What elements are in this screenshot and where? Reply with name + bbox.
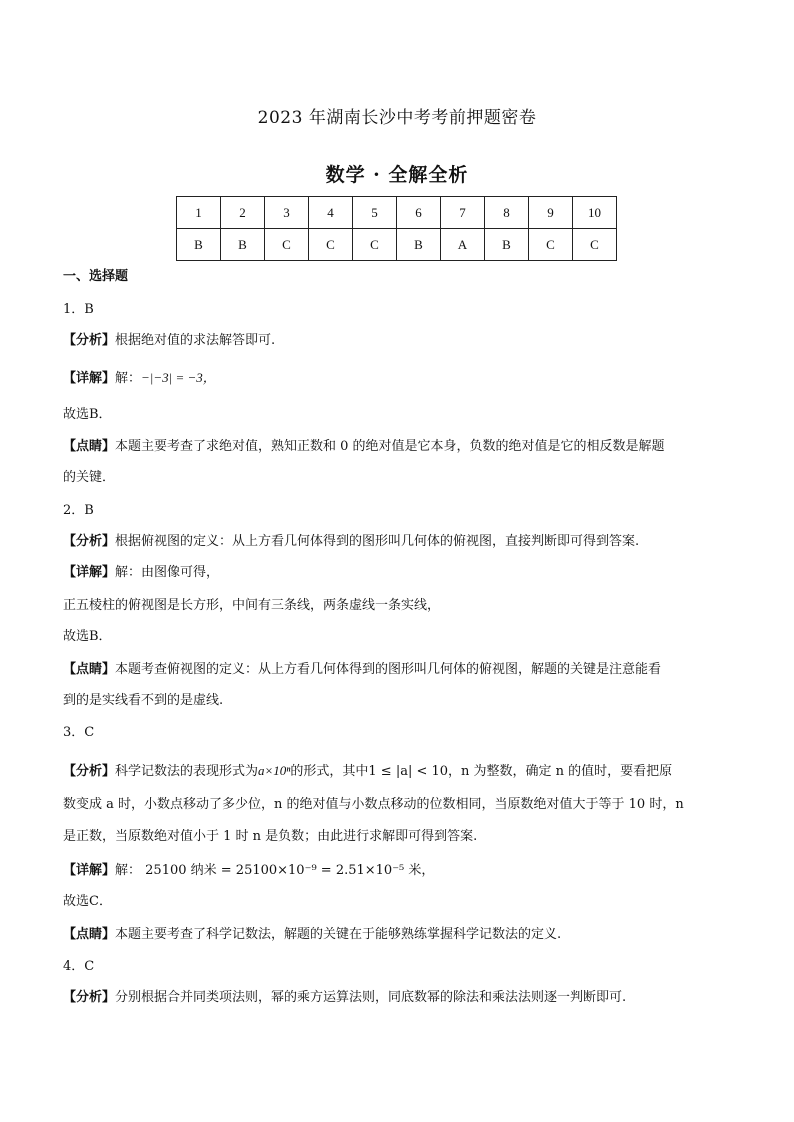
analysis-text: 分别根据合并同类项法则，幂的乘方运算法则，同底数幂的除法和乘法法则逐一判断即可. [115,990,627,1005]
question-number-cell: 6 [397,197,441,229]
analysis-tag: 【分析】 [63,534,116,549]
comment-text: 本题考查俯视图的定义：从上方看几何体得到的图形叫几何体的俯视图，解题的关键是注意能看 [115,662,662,677]
question-number-cell: 4 [309,197,353,229]
q3-analysis [63,756,731,787]
detail-tag: 【详解】 [63,371,116,386]
q4-analysis [63,983,731,1013]
comment-text: 本题主要考查了求绝对值，熟知正数和 0 的绝对值是它本身，负数的绝对值是它的相反数是解题 [115,439,665,454]
q2-conclusion: 故选B． [63,629,112,644]
analysis-text: 科学记数法的表现形式为 [115,764,259,779]
detail-tag: 【详解】 [63,565,116,580]
q2-comment [63,655,731,685]
comment-tag: 【点睛】 [63,662,116,677]
q3-detail [63,856,731,886]
answer-cell: C [265,229,309,261]
answer-cell: B [397,229,441,261]
q3-comment [63,920,731,950]
document-subtitle: 数学 · 全解全析 [325,164,469,186]
q2-detail [63,558,731,588]
q1-conclusion: 故选B． [63,407,112,422]
question-number-cell: 8 [485,197,529,229]
detail-formula: −|−3| = −3， [141,370,216,385]
analysis-tag: 【分析】 [63,764,116,779]
answer-cell: B [221,229,265,261]
detail-tag: 【详解】 [63,863,116,878]
section-heading: 一、选择题 [63,269,129,284]
answer-table-answer-row [177,229,617,261]
document-title: 2023 年湖南长沙中考考前押题密卷 [257,108,537,128]
q2-number: 2．B [63,503,94,518]
question-number-cell: 2 [221,197,265,229]
q3-analysis-line2: 数变成 a 时，小数点移动了多少位，n 的绝对值与小数点移动的位数相同，当原数绝对值大于等于 10 时，n [63,797,684,812]
answer-table-number-row [177,197,617,229]
question-number-cell: 10 [573,197,617,229]
question-number-cell: 3 [265,197,309,229]
analysis-text: 根据俯视图的定义：从上方看几何体得到的图形叫几何体的俯视图，直接判断即可得到答案. [115,534,640,549]
answer-cell: B [485,229,529,261]
question-number-cell: 9 [529,197,573,229]
comment-tag: 【点睛】 [63,927,116,942]
detail-text: 解：由图像可得， [115,565,220,580]
answer-cell: A [441,229,485,261]
answer-cell: C [573,229,617,261]
comment-text: 本题主要考查了科学记数法，解题的关键在于能够熟练掌握科学记数法的定义. [115,927,562,942]
answer-cell: C [529,229,573,261]
question-number-cell: 5 [353,197,397,229]
q3-conclusion: 故选C． [63,894,112,909]
q3-number: 3．C [63,725,95,740]
answer-table [176,196,617,261]
detail-text: 解： 25100 纳米 = 25100×10⁻⁹ = 2.51×10⁻⁵ 米， [115,863,435,878]
scientific-notation-form: a×10ⁿ [258,763,291,778]
question-number-cell: 1 [177,197,221,229]
analysis-text-cont: 的形式，其中1 ≤ |a| < 10，n 为整数，确定 n 的值时，要看把原 [290,764,673,779]
q1-detail [63,363,731,394]
question-number-cell: 7 [441,197,485,229]
q1-number: 1．B [63,302,94,317]
q4-number: 4．C [63,959,95,974]
q1-comment-cont: 的关键． [63,470,116,485]
analysis-tag: 【分析】 [63,333,116,348]
answer-cell: B [177,229,221,261]
q1-comment [63,432,731,462]
q2-comment-cont: 到的是实线看不到的是虚线. [63,693,224,708]
answer-cell: C [309,229,353,261]
q3-analysis-line3: 是正数，当原数绝对值小于 1 时 n 是负数；由此进行求解即可得到答案. [63,829,478,844]
q2-analysis [63,527,731,557]
analysis-text: 根据绝对值的求法解答即可. [115,333,276,348]
comment-tag: 【点睛】 [63,439,116,454]
detail-prefix: 解： [115,371,142,386]
answer-cell: C [353,229,397,261]
analysis-tag: 【分析】 [63,990,116,1005]
q1-analysis [63,326,731,356]
q2-detail-cont: 正五棱柱的俯视图是长方形，中间有三条线，两条虚线一条实线， [63,598,441,613]
